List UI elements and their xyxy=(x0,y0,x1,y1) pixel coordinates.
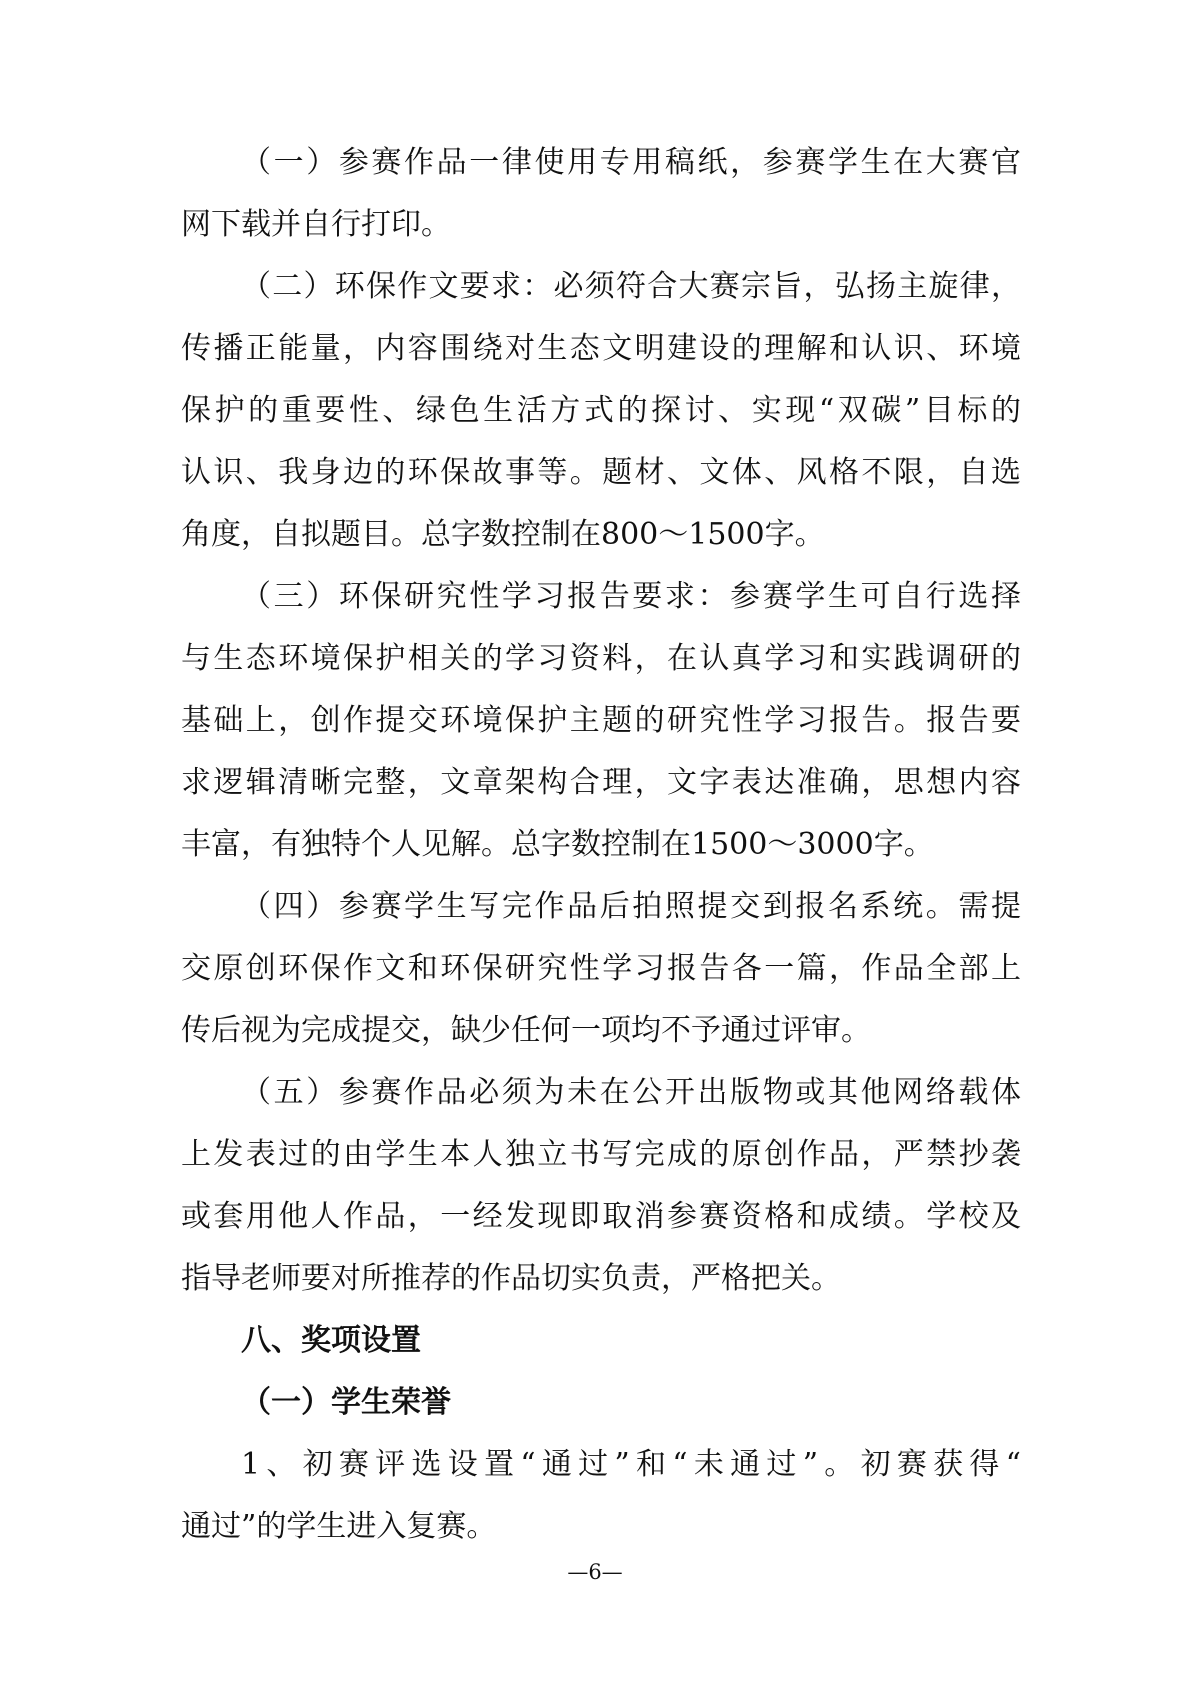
paragraph-line: （二）环保作文要求：必须符合大赛宗旨，弘扬主旋律， xyxy=(241,269,1021,304)
paragraph-line: 通过”的学生进入复赛。 xyxy=(181,1509,497,1544)
paragraph-line: 与生态环境保护相关的学习资料，在认真学习和实践调研的 xyxy=(181,641,1021,676)
document-body xyxy=(181,132,1021,1558)
subsection-heading: （一）学生荣誉 xyxy=(241,1385,451,1420)
paragraph-line: 基础上，创作提交环境保护主题的研究性学习报告。报告要 xyxy=(181,703,1021,738)
paragraph-line: 交原创环保作文和环保研究性学习报告各一篇，作品全部上 xyxy=(181,951,1021,986)
paragraph-line: 保护的重要性、绿色生活方式的探讨、实现“双碳”目标的 xyxy=(181,393,1021,428)
paragraph-line: 指导老师要对所推荐的作品切实负责，严格把关。 xyxy=(181,1261,841,1296)
paragraph-line: 角度，自拟题目。总字数控制在800～1500字。 xyxy=(181,517,825,552)
paragraph-line: 丰富，有独特个人见解。总字数控制在1500～3000字。 xyxy=(181,827,934,862)
paragraph-line: （三）环保研究性学习报告要求：参赛学生可自行选择 xyxy=(241,579,1021,614)
paragraph-line: 或套用他人作品，一经发现即取消参赛资格和成绩。学校及 xyxy=(181,1199,1021,1234)
paragraph-line: （一）参赛作品一律使用专用稿纸，参赛学生在大赛官 xyxy=(241,145,1021,180)
paragraph-line: 网下载并自行打印。 xyxy=(181,207,451,242)
paragraph-line: 传后视为完成提交，缺少任何一项均不予通过评审。 xyxy=(181,1013,871,1048)
paragraph-line: （四）参赛学生写完作品后拍照提交到报名系统。需提 xyxy=(241,889,1021,924)
paragraph-line: 1、初赛评选设置“通过”和“未通过”。初赛获得“ xyxy=(241,1447,1021,1482)
page-number: —6— xyxy=(567,1560,623,1584)
paragraph-line: （五）参赛作品必须为未在公开出版物或其他网络载体 xyxy=(241,1075,1021,1110)
section-heading: 八、奖项设置 xyxy=(241,1323,421,1358)
paragraph-line: 上发表过的由学生本人独立书写完成的原创作品，严禁抄袭 xyxy=(181,1137,1021,1172)
paragraph-line: 求逻辑清晰完整，文章架构合理，文字表达准确，思想内容 xyxy=(181,765,1021,800)
paragraph-line: 传播正能量，内容围绕对生态文明建设的理解和认识、环境 xyxy=(181,331,1021,366)
paragraph-line: 认识、我身边的环保故事等。题材、文体、风格不限，自选 xyxy=(181,455,1021,490)
